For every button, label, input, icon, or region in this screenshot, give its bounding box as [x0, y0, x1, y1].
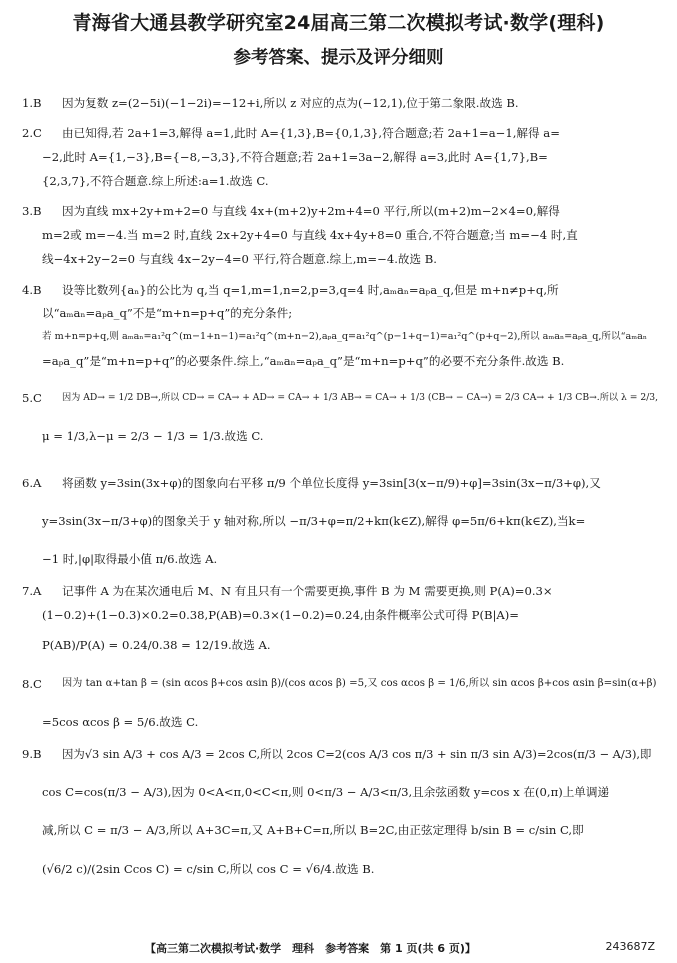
answer-line: −2,此时 A={1,−3},B={−8,−3,3},不符合题意;若 2a+1=3a−2,解得 a=3,此时 A={1,7},B= [42, 150, 548, 164]
answer-number: 1.B [22, 96, 42, 110]
answer-line: =aₚa_q”是“m+n=p+q”的必要条件.综上,“aₘaₙ=aₚa_q”是“m+n=p+q”的必要不充分条件.故选 B. [42, 354, 565, 368]
answer-line: 因为复数 z=(2−5i)(−1−2i)=−12+i,所以 z 对应的点为(−12,1),位于第二象限.故选 B. [62, 96, 519, 110]
answer-number: 7.A [22, 584, 42, 598]
answer-line: P(AB)/P(A) = 0.24/0.38 = 12/19.故选 A. [42, 638, 271, 652]
answer-line: 由已知得,若 2a+1=3,解得 a=1,此时 A={1,3},B={0,1,3},符合题意;若 2a+1=a−1,解得 a= [62, 126, 560, 140]
answer-line: 以“aₘaₙ=aₚa_q”不是“m+n=p+q”的充分条件; [42, 306, 293, 320]
answer-number: 6.A [22, 476, 42, 490]
answer-line: 将函数 y=3sin(3x+φ)的图象向右平移 π/9 个单位长度得 y=3sin[3(x−π/9)+φ]=3sin(3x−π/3+φ),又 [62, 476, 601, 490]
answer-line: 记事件 A 为在某次通电后 M、N 有且只有一个需要更换,事件 B 为 M 需要更换,则 P(A)=0.3× [62, 584, 553, 598]
answer-line: m=2或 m=−4.当 m=2 时,直线 2x+2y+4=0 与直线 4x+4y+8=0 重合,不符合题意;当 m=−4 时,直 [42, 228, 578, 242]
answer-line: =5cos αcos β = 5/6.故选 C. [42, 715, 199, 729]
answer-number: 5.C [22, 391, 42, 405]
answer-line: y=3sin(3x−π/3+φ)的图象关于 y 轴对称,所以 −π/3+φ=π/2+kπ(k∈Z),解得 φ=5π/6+kπ(k∈Z),当k= [42, 514, 586, 528]
answer-line: −1 时,|φ|取得最小值 π/6.故选 A. [42, 552, 218, 566]
answer-line: 因为 tan α+tan β = (sin αcos β+cos αsin β)/(cos αcos β) =5,又 cos αcos β = 1/6,所以 sin αcos β+cos αsin β=sin(α+β) [62, 678, 657, 689]
answer-line: (1−0.2)+(1−0.3)×0.2=0.38,P(AB)=0.3×(1−0.2)=0.24,由条件概率公式可得 P(B|A)= [42, 608, 520, 622]
footer-text: 【高三第二次模拟考试·数学 理科 参考答案 第 1 页(共 6 页)】 [145, 942, 476, 955]
answer-line: (√6/2 c)/(2sin Ccos C) = c/sin C,所以 cos C = √6/4.故选 B. [42, 862, 375, 876]
answer-number: 4.B [22, 283, 42, 297]
answer-number: 2.C [22, 126, 42, 140]
page-title: 青海省大通县教学研究室24届高三第二次模拟考试·数学(理科) [72, 12, 605, 34]
answer-line: 因为直线 mx+2y+m+2=0 与直线 4x+(m+2)y+2m+4=0 平行,所以(m+2)m−2×4=0,解得 [62, 204, 560, 218]
document-code: 243687Z [605, 940, 655, 953]
page-subtitle: 参考答案、提示及评分细则 [233, 48, 444, 68]
answer-line: 因为 AD→ = 1/2 DB→,所以 CD→ = CA→ + AD→ = CA→ + 1/3 AB→ = CA→ + 1/3 (CB→ − CA→) = 2/3 CA→ + 1/3 CB→.所以 λ = 2/3, [62, 392, 659, 403]
answer-number: 9.B [22, 747, 42, 761]
answer-line: cos C=cos(π/3 − A/3),因为 0<A<π,0<C<π,则 0<π/3 − A/3<π/3,且余弦函数 y=cos x 在(0,π)上单调递 [42, 785, 610, 799]
answer-line: 若 m+n=p+q,则 aₘaₙ=a₁²q^(m−1+n−1)=a₁²q^(m+n−2),aₚa_q=a₁²q^(p−1+q−1)=a₁²q^(p+q−2),所以 aₘaₙ=aₚa_q,所以“aₘaₙ [42, 331, 647, 342]
answer-number: 3.B [22, 204, 42, 218]
answer-line: {2,3,7},不符合题意.综上所述:a=1.故选 C. [42, 174, 269, 188]
answer-number: 8.C [22, 677, 42, 691]
answer-line: 因为√3 sin A/3 + cos A/3 = 2cos C,所以 2cos C=2(cos A/3 cos π/3 + sin π/3 sin A/3)=2cos(π/3 − A/3),即 [62, 747, 652, 761]
answer-line: 线−4x+2y−2=0 与直线 4x−2y−4=0 平行,符合题意.综上,m=−4.故选 B. [42, 252, 437, 266]
answer-line: μ = 1/3,λ−μ = 2/3 − 1/3 = 1/3.故选 C. [42, 429, 264, 443]
answer-line: 设等比数列{aₙ}的公比为 q,当 q=1,m=1,n=2,p=3,q=4 时,aₘaₙ=aₚa_q,但是 m+n≠p+q,所 [62, 283, 559, 297]
answer-line: 减,所以 C = π/3 − A/3,所以 A+3C=π,又 A+B+C=π,所以 B=2C,由正弦定理得 b/sin B = c/sin C,即 [42, 823, 584, 837]
